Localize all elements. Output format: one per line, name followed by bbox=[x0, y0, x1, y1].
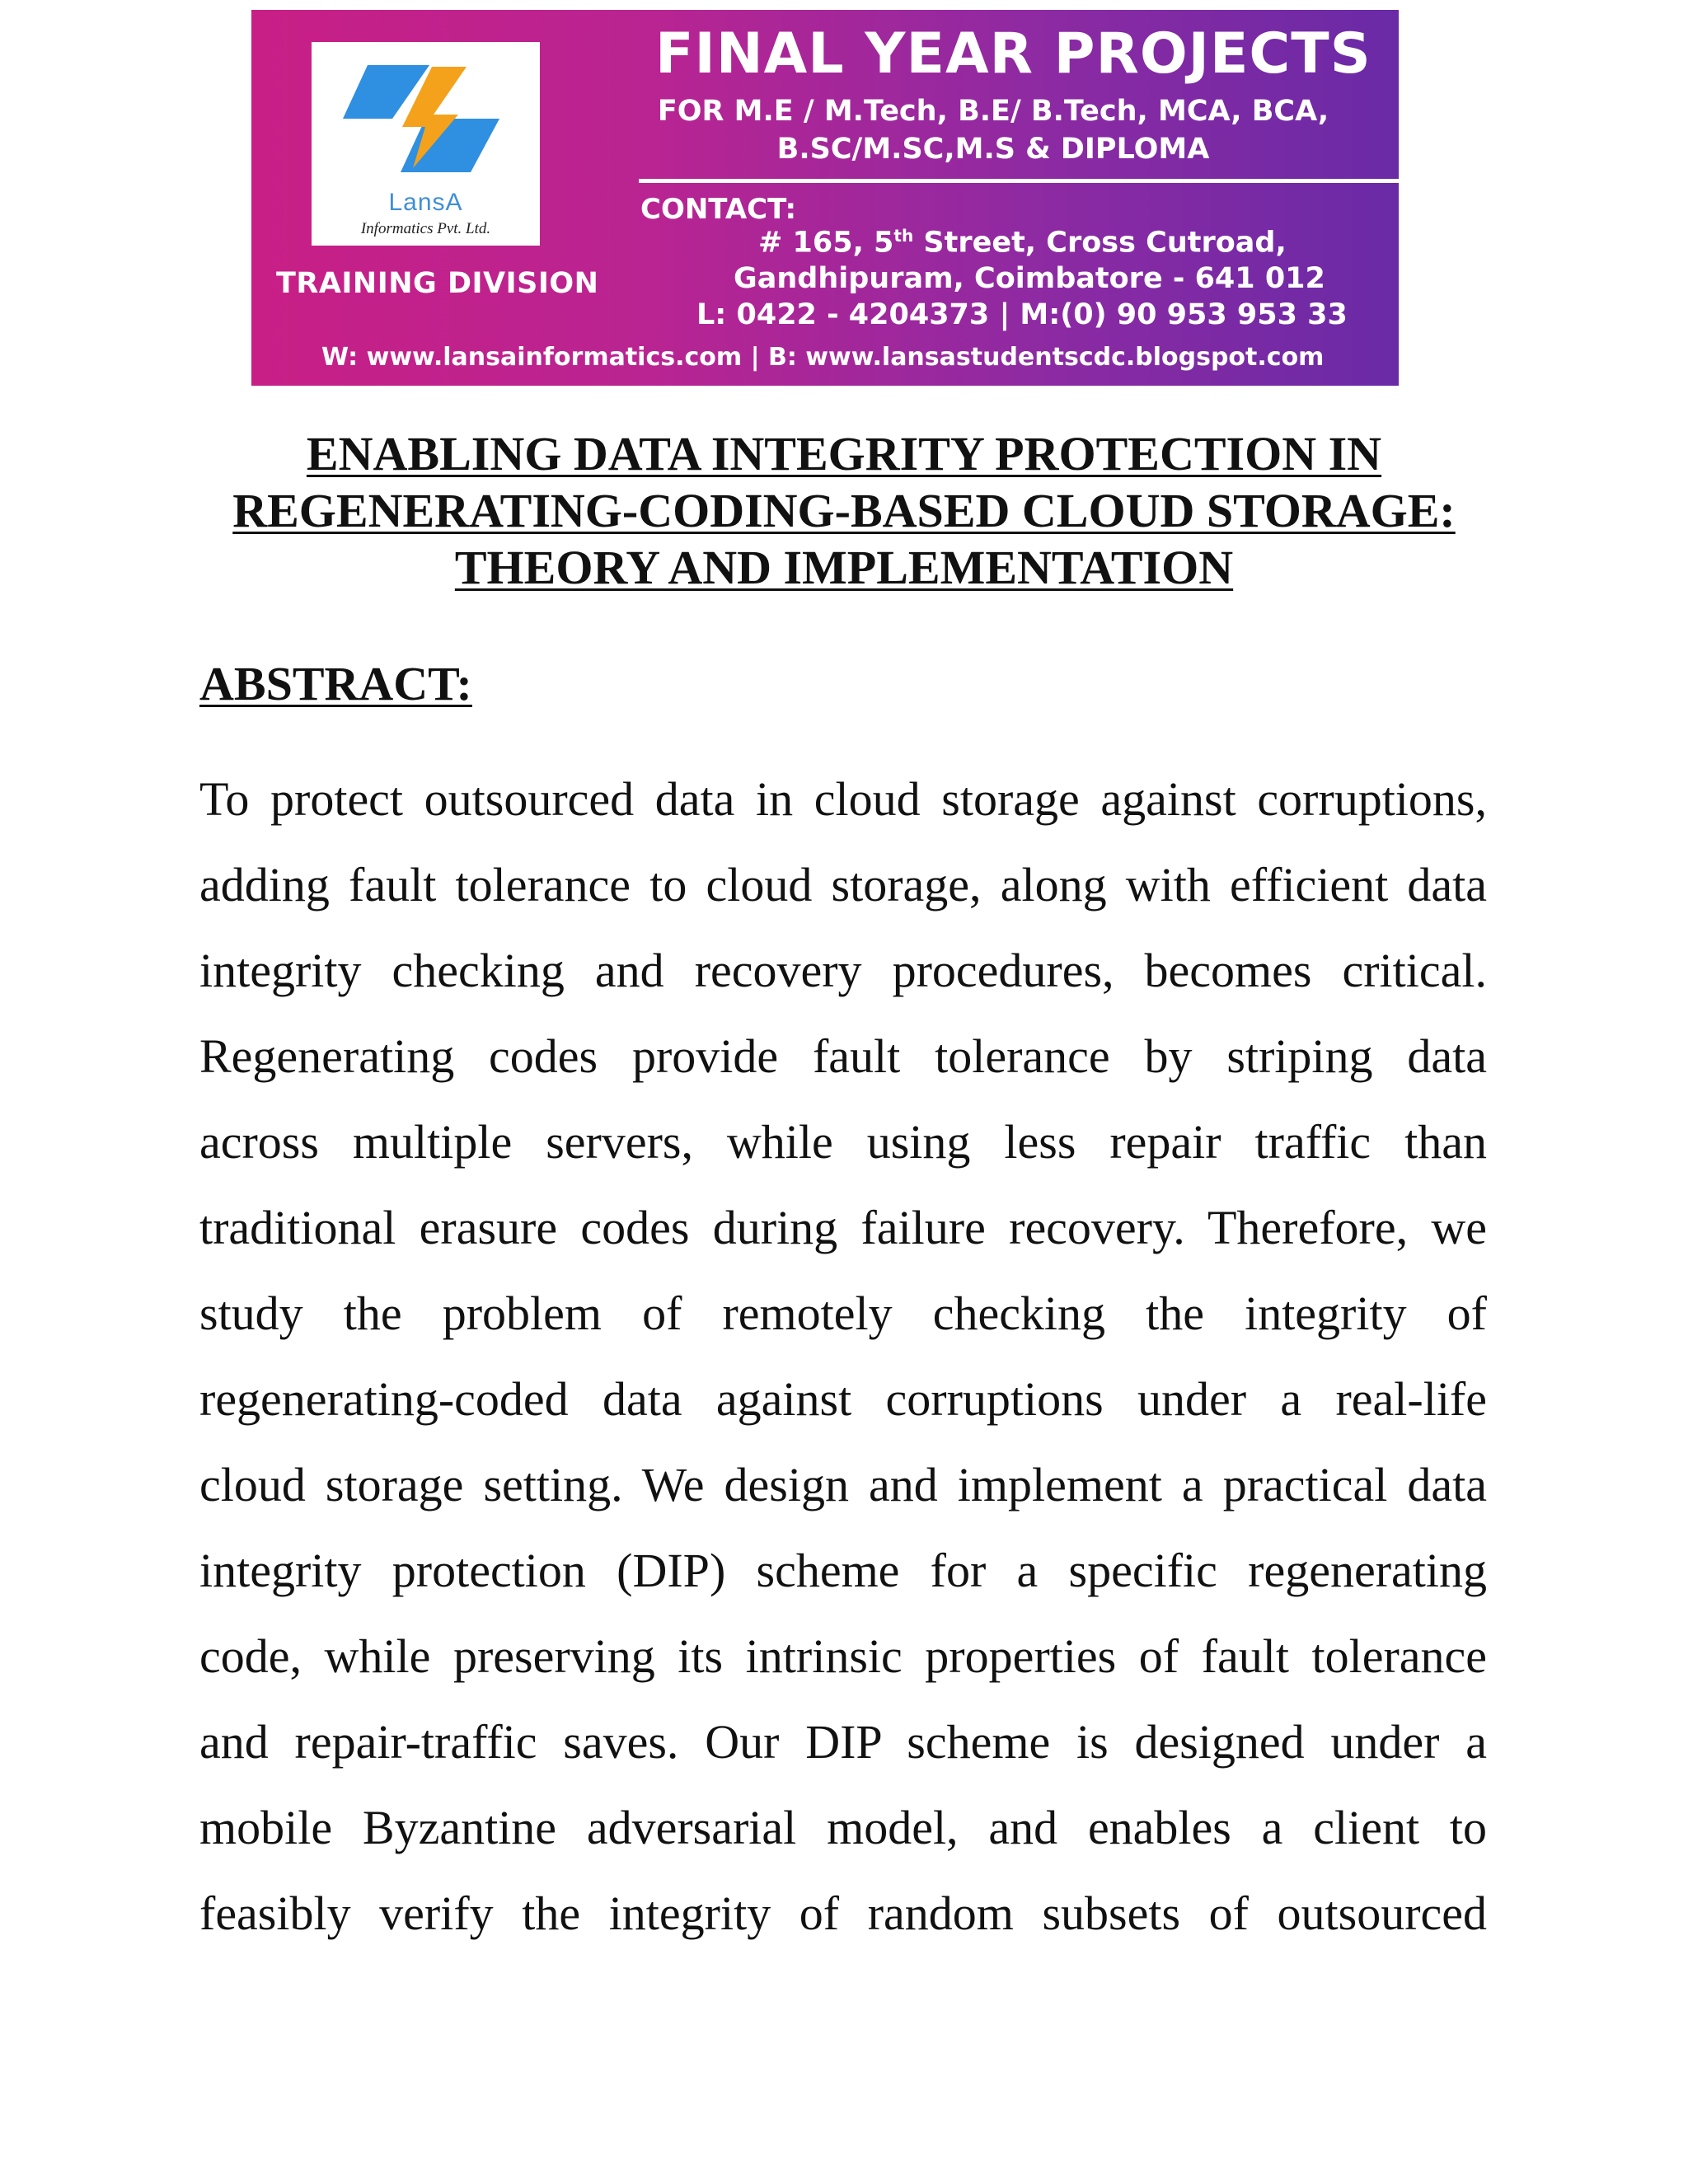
banner-title: FINAL YEAR PROJECTS bbox=[655, 21, 1372, 87]
contact-label: CONTACT: bbox=[640, 193, 797, 226]
abstract-line: integrity checking and recovery procedures, becomes critical. bbox=[199, 944, 1487, 997]
document-title bbox=[165, 425, 1523, 596]
title-line: REGENERATING-CODING-BASED CLOUD STORAGE: bbox=[232, 484, 1456, 537]
address-line-1 bbox=[758, 226, 1287, 260]
web-line: W: www.lansainformatics.com | B: www.lansastudentscdc.blogspot.com bbox=[321, 343, 1325, 372]
banner-divider bbox=[639, 179, 1399, 183]
courses-line: FOR M.E / M.Tech, B.E/ B.Tech, MCA, BCA, bbox=[657, 95, 1329, 128]
abstract-line: mobile Byzantine adversarial model, and enables a client to bbox=[199, 1801, 1487, 1854]
abstract-line: and repair-traffic saves. Our DIP scheme is designed under a bbox=[199, 1715, 1487, 1769]
abstract-line: Regenerating codes provide fault tolerance by striping data bbox=[199, 1029, 1487, 1083]
abstract-line: adding fault tolerance to cloud storage, along with efficient data bbox=[199, 858, 1487, 912]
logo-name: LansA bbox=[388, 189, 463, 216]
address-line-1-start: # 165, 5 bbox=[758, 226, 894, 260]
abstract-heading: ABSTRACT: bbox=[199, 657, 472, 710]
abstract-line: regenerating-coded data against corruptions under a real-life bbox=[199, 1372, 1487, 1426]
banner-courses bbox=[631, 92, 1356, 168]
phone-line: L: 0422 - 4204373 | M:(0) 90 953 953 33 bbox=[696, 298, 1348, 331]
address-ordinal: th bbox=[893, 226, 914, 246]
title-line: ENABLING DATA INTEGRITY PROTECTION IN bbox=[306, 427, 1382, 480]
lansa-logo-icon bbox=[335, 57, 516, 180]
company-logo bbox=[312, 42, 540, 246]
address-line-2: Gandhipuram, Coimbatore - 641 012 bbox=[734, 262, 1325, 295]
abstract-line: traditional erasure codes during failure recovery. Therefore, we bbox=[199, 1201, 1487, 1254]
abstract-body bbox=[199, 772, 1487, 1975]
abstract-line: To protect outsourced data in cloud storage against corruptions, bbox=[199, 772, 1487, 826]
courses-line: B.SC/M.SC,M.S & DIPLOMA bbox=[776, 133, 1210, 166]
abstract-line: across multiple servers, while using less repair traffic than bbox=[199, 1115, 1487, 1169]
logo-subtitle: Informatics Pvt. Ltd. bbox=[360, 220, 491, 237]
abstract-line: study the problem of remotely checking the integrity of bbox=[199, 1286, 1487, 1340]
abstract-line: cloud storage setting. We design and implement a practical data bbox=[199, 1458, 1487, 1511]
header-banner bbox=[251, 10, 1399, 386]
title-line: THEORY AND IMPLEMENTATION bbox=[454, 541, 1234, 594]
address-line-1-end: Street, Cross Cutroad, bbox=[913, 226, 1287, 260]
training-division-label: TRAINING DIVISION bbox=[276, 267, 599, 300]
abstract-line: feasibly verify the integrity of random subsets of outsourced bbox=[199, 1886, 1487, 1940]
abstract-line: code, while preserving its intrinsic properties of fault tolerance bbox=[199, 1629, 1487, 1683]
abstract-line: integrity protection (DIP) scheme for a specific regenerating bbox=[199, 1544, 1487, 1597]
